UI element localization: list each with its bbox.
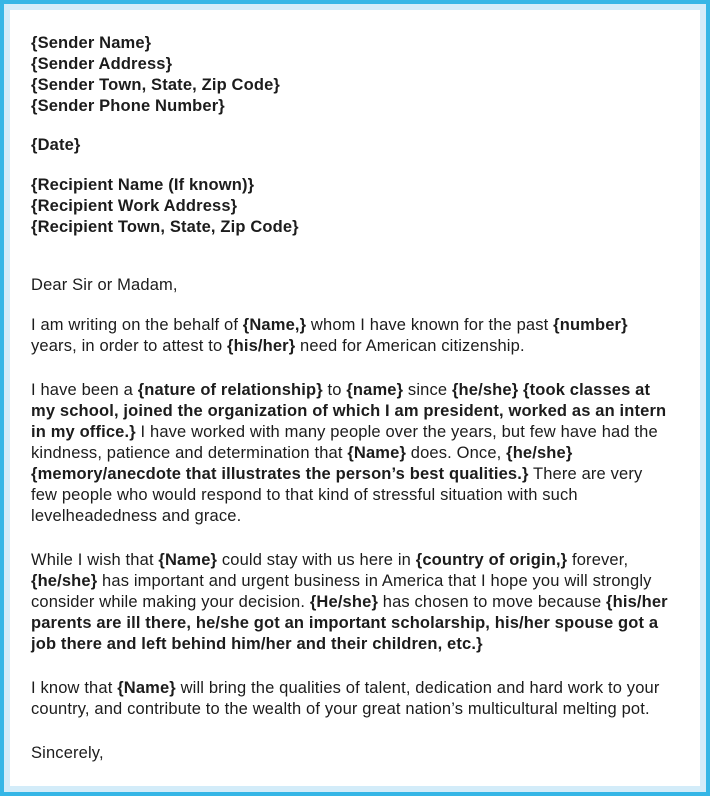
body-text: I am writing on the behalf of xyxy=(31,316,243,334)
placeholder-field: {he/she} xyxy=(506,444,573,462)
body-text: does. Once, xyxy=(406,444,507,462)
letter-paragraph-relationship xyxy=(31,380,672,527)
letter-paragraph-introduction xyxy=(31,315,672,357)
placeholder-field: {he/she} xyxy=(31,572,98,590)
placeholder-field: {he/she} xyxy=(451,381,519,399)
placeholder-field: {number} xyxy=(553,316,628,334)
placeholder-field: {country of origin,} xyxy=(415,551,568,569)
placeholder-field: {memory/anecdote that illustrates the person’s best qualities.} xyxy=(31,465,529,483)
recipient-town-state-zip-line: {Recipient Town, State, Zip Code} xyxy=(31,218,299,236)
body-text: years, in order to attest to xyxy=(31,337,228,355)
letter-content-area xyxy=(4,4,706,792)
placeholder-field: {Name} xyxy=(347,444,407,462)
body-text: whom I have known for the past xyxy=(306,316,554,334)
placeholder-field: {his/her} xyxy=(227,337,296,355)
body-text: has important and urgent business in America that I hope you will strongly consider while making your decision. xyxy=(31,572,652,611)
placeholder-field: {name} xyxy=(346,381,404,399)
body-text: since xyxy=(403,381,452,399)
placeholder-field: {his/her parents are ill there, he/she got an important scholarship, his/her spouse got a job there and left behind him/her and their children, etc.} xyxy=(31,593,668,653)
sender-town-state-zip-line: {Sender Town, State, Zip Code} xyxy=(31,76,280,94)
placeholder-field: {took classes at my school, joined the organization of which I am president, worked as an intern in my office.} xyxy=(31,381,667,441)
body-text: While I wish that xyxy=(31,551,159,569)
body-text: forever, xyxy=(567,551,629,569)
sender-address-block xyxy=(31,33,672,117)
recipient-work-address-line: {Recipient Work Address} xyxy=(31,197,238,215)
body-text: I have worked with many people over the years, but few have had the kindness, patience and determination that xyxy=(31,423,658,462)
body-text: I have been a xyxy=(31,381,138,399)
placeholder-field: {Name} xyxy=(117,679,176,697)
date-line: {Date} xyxy=(31,136,81,154)
body-text: I know that xyxy=(31,679,118,697)
body-text: will bring the qualities of talent, dedication and hard work to your country, and contribute to the wealth of your great nation’s multicultural melting pot. xyxy=(31,679,660,718)
placeholder-field: {He/she} xyxy=(309,593,379,611)
body-text: could stay with us here in xyxy=(217,551,416,569)
sender-phone-line: {Sender Phone Number} xyxy=(31,97,225,115)
body-text: to xyxy=(322,381,347,399)
placeholder-field: {Name} xyxy=(158,551,218,569)
body-text: has chosen to move because xyxy=(378,593,607,611)
letter-paragraph-conclusion xyxy=(31,678,672,720)
recipient-address-block xyxy=(31,175,672,238)
placeholder-field: {nature of relationship} xyxy=(137,381,323,399)
body-text: need for American citizenship. xyxy=(295,337,525,355)
salutation: Dear Sir or Madam, xyxy=(31,276,178,294)
letter-paragraph-reason-for-move xyxy=(31,550,672,655)
body-text: There are very few people who would respond to that kind of stressful situation with such levelheadedness and grace. xyxy=(31,465,643,525)
sender-name-line: {Sender Name} xyxy=(31,34,152,52)
closing-sincerely: Sincerely, xyxy=(31,744,104,762)
placeholder-field: {Name,} xyxy=(242,316,307,334)
recipient-name-line: {Recipient Name (If known)} xyxy=(31,176,255,194)
sender-address-line: {Sender Address} xyxy=(31,55,173,73)
